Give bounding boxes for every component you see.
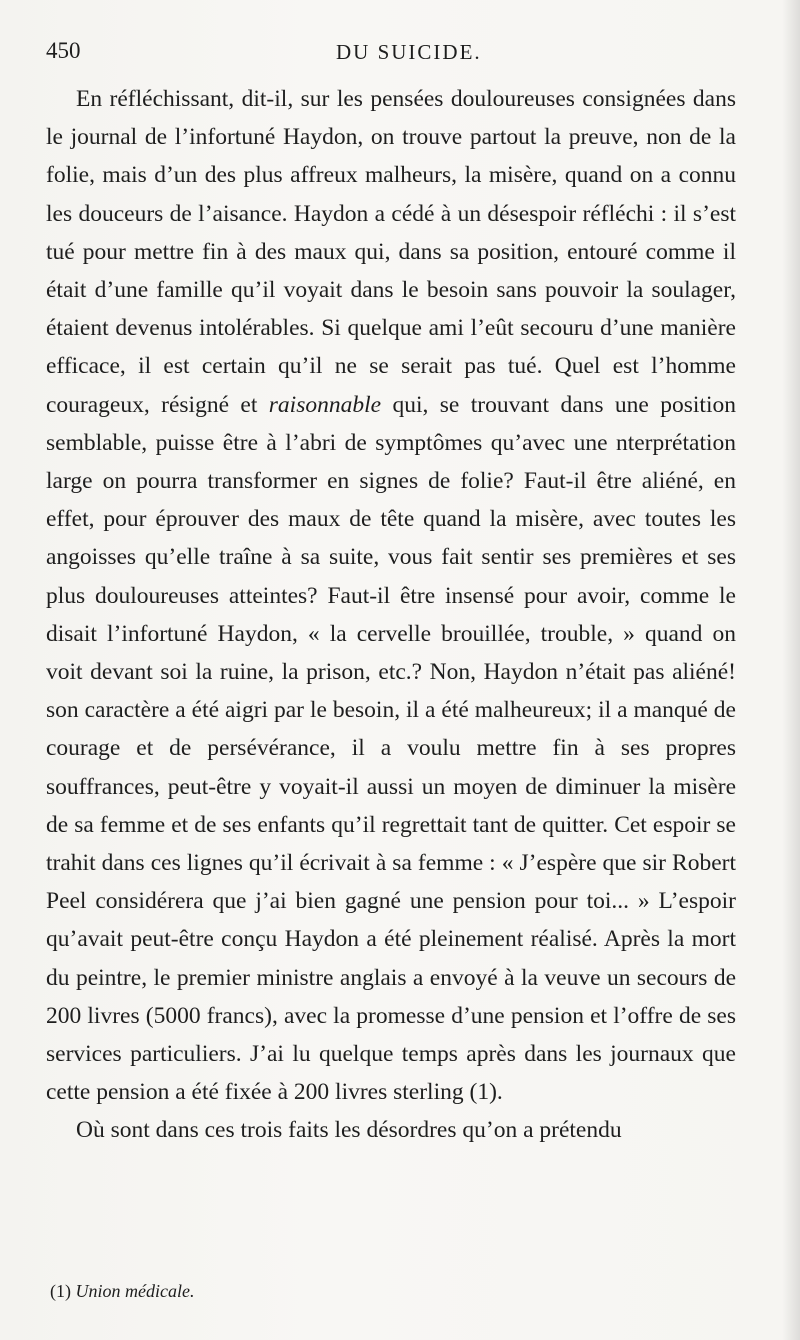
page-number: 450 — [46, 38, 81, 63]
paragraph-2-part-1: Où sont dans ces trois faits les désordres qu’on a prétendu — [76, 1117, 622, 1144]
body-text — [46, 80, 736, 1150]
footnote-source: Union médicale. — [75, 1281, 195, 1301]
paragraph-1 — [46, 80, 736, 1111]
footnote-marker: (1) — [50, 1281, 71, 1301]
page-edge-shadow — [782, 0, 800, 1340]
paragraph-2 — [46, 1111, 736, 1149]
running-head: DU SUICIDE. — [336, 40, 482, 64]
footnote — [50, 1278, 194, 1304]
paragraph-1-part-1: En réfléchissant, dit-il, sur les pensées douloureuses consignées dans le journal de l’infortuné Haydon, on trouve partout la preuve, non de la folie, mais d’un des plus affreux malheurs, la misère, quand on a connu les douceurs de l’aisance. Haydon a cédé à un désespoir réfléchi : il s’est tué pour mettre fin à des maux qui, dans sa position, entouré comme il était d’une famille qu’il voyait dans le besoin sans pouvoir la soulager, étaient devenus intolérables. Si quelque ami l’eût secouru d’une manière efficace, il est certain qu’il ne se serait pas tué. Quel est l’homme courageux, résigné et — [46, 86, 736, 418]
paragraph-1-part-3: qui, se trouvant dans une position semblable, puisse être à l’abri de symptômes qu’avec une nterprétation large on pourra transformer en signes de folie? Faut-il être aliéné, en effet, pour éprouver des maux de tête quand la misère, avec toutes les angoisses qu’elle traîne à sa suite, vous fait sentir ses premières et ses plus douloureuses atteintes? Faut-il être insensé pour avoir, comme le disait l’infortuné Haydon, « la cervelle brouillée, trouble, » quand on voit devant soi la ruine, la prison, etc.? Non, Haydon n’était pas aliéné! son caractère a été aigri par le besoin, il a été malheureux; il a manqué de courage et de persévérance, il a voulu mettre fin à ses propres souffrances, peut-être y voyait-il aussi un moyen de diminuer la misère de sa femme et de ses enfants qu’il regrettait tant de quitter. Cet espoir se trahit dans ces lignes qu’il écrivait à sa femme : « J’espère que sir Robert Peel considérera que j’ai bien gagné une pension pour toi... » L’espoir qu’avait peut-être conçu Haydon a été pleinement réalisé. Après la mort du peintre, le premier ministre anglais a envoyé à la veuve un secours de 200 livres (5000 francs), avec la promesse d’une pension et l’offre de ses services particuliers. J’ai lu quelque temps après dans les journaux que cette pension a été fixée à 200 livres sterling (1). — [46, 391, 736, 1106]
page-header — [46, 38, 736, 72]
italic-word-raisonnable: raisonnable — [268, 391, 382, 418]
